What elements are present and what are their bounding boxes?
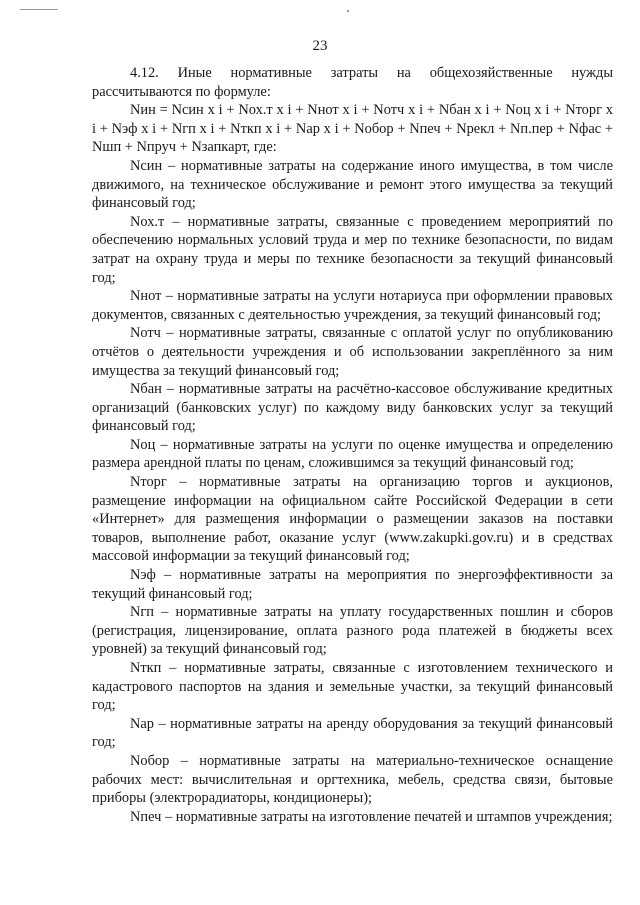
- definition-item: Nбан – нормативные затраты на расчётно-кассовое обслуживание кредитных организаций (банковских услуг) по каждому виду банковских услуг за текущий финансовый год;: [92, 381, 613, 435]
- definition-item: Nобор – нормативные затраты на материально-техническое оснащение рабочих мест: вычислительная и оргтехника, мебель, средства связи, бытовые приборы (электрорадиаторы, кондиционеры);: [92, 752, 613, 807]
- definitions-list: [92, 157, 613, 826]
- scan-artifact: [347, 10, 349, 12]
- definition-item: Nсин – нормативные затраты на содержание иного имущества, в том числе движимого, на техническое обслуживание и ремонт этого имущества за текущий финансовый год;: [92, 157, 613, 212]
- definition-item: Nнот – нормативные затраты на услуги нотариуса при оформлении правовых документов, связанных с деятельностью учреждения, за текущий финансовый год;: [92, 288, 613, 323]
- definition-item: Nпеч – нормативные затраты на изготовление печатей и штампов учреждения;: [130, 808, 613, 825]
- scan-artifact: [20, 9, 58, 10]
- definition-item: Nоц – нормативные затраты на услуги по оценке имущества и определению размера арендной платы по ценам, сложившимся за текущий финансовый год;: [92, 436, 613, 472]
- definition-item: Nгп – нормативные затраты на уплату государственных пошлин и сборов (регистрация, лицензирование, оплата разного рода платежей в бюджеты всех уровней) за текущий финансовый год;: [92, 604, 613, 658]
- definition-item: Nар – нормативные затраты на аренду оборудования за текущий финансовый год;: [92, 715, 613, 751]
- cost-formula: Nин = Nсин х i + Nох.т х i + Nнот х i + Nотч х i + Nбан х i + Nоц х i + Nторг х i + Nэф х i + Nгп х i + Nткп х i + Nар х i + Nобор + Nпеч + Nрекл + Nп.пер + Nфас + Nшп + Nпруч + Nзапкарт, где:: [92, 102, 613, 156]
- definition-item: Nторг – нормативные затраты на организацию торгов и аукционов, размещение информации на официальном сайте Российской Федерации в сети «Интернет» для размещения информации о размещении заказов на поставки товаров, выполнение работ, оказание услуг (www.zakupki.gov.ru) и в средствах массовой информации за текущий финансовый год;: [92, 474, 613, 565]
- page-number: 23: [312, 38, 328, 54]
- definition-item: Nткп – нормативные затраты, связанные с изготовлением технического и кадастрового паспортов на здания и земельные участки, за текущий финансовый год;: [92, 660, 613, 714]
- document-body: [92, 64, 613, 826]
- definition-item: Nох.т – нормативные затраты, связанные с проведением мероприятий по обеспечению нормальных условий труда и мер по технике безопасности, по видам затрат на охрану труда и меры по технике безопасности за текущий финансовый год;: [92, 213, 613, 286]
- definition-item: Nотч – нормативные затраты, связанные с оплатой услуг по опубликованию отчётов о деятельности учреждения и об использовании закреплённого за ним имущества за текущий финансовый год;: [92, 325, 613, 379]
- section-intro: 4.12. Иные нормативные затраты на общехозяйственные нужды рассчитываются по формуле:: [92, 65, 613, 100]
- definition-item: Nэф – нормативные затраты на мероприятия по энергоэффективности за текущий финансовый год;: [92, 567, 613, 602]
